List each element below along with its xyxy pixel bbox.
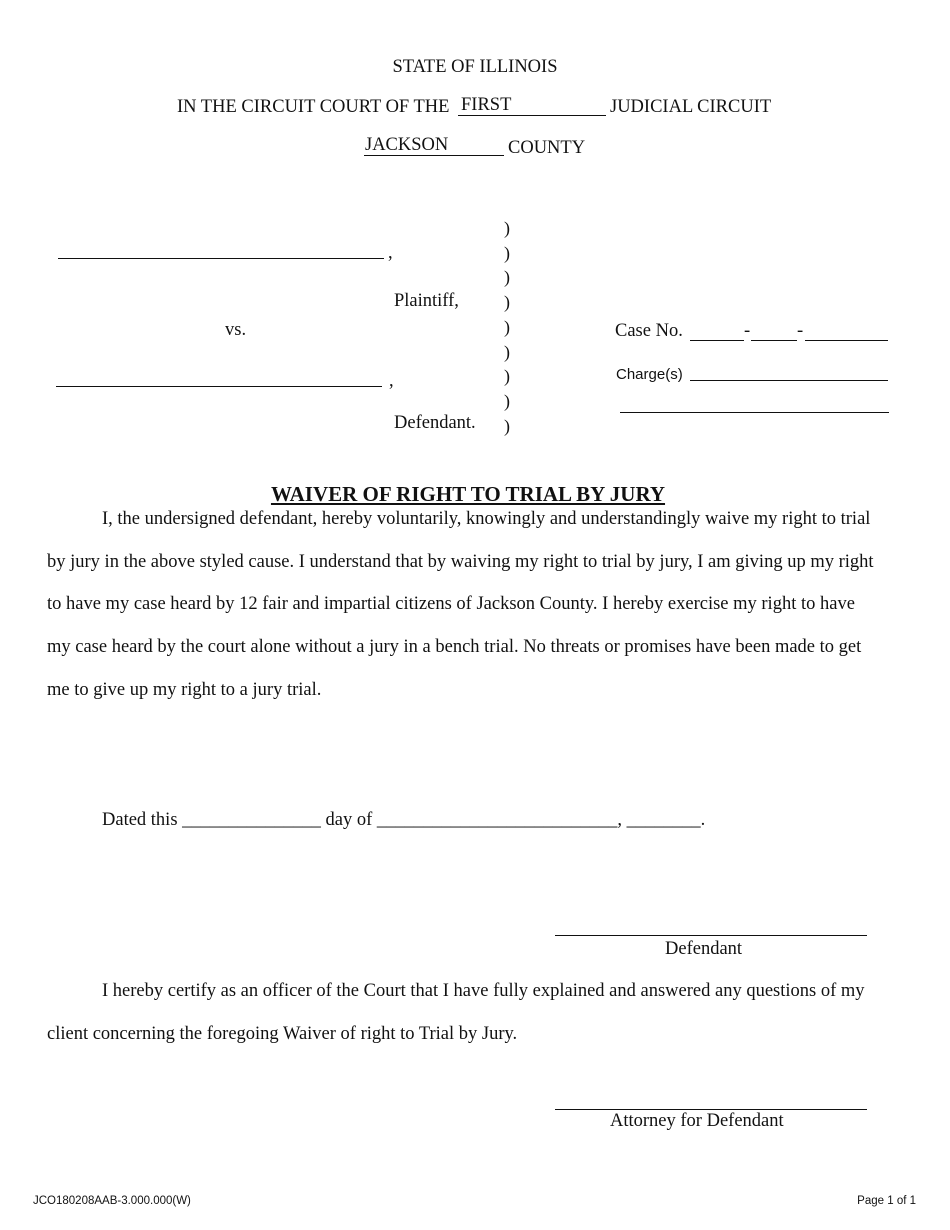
waiver-line: me to give up my right to a jury trial. (47, 679, 322, 700)
versus-label: vs. (225, 320, 247, 340)
charges-field-line1[interactable] (690, 380, 888, 381)
county-underline (364, 155, 504, 156)
court-suffix: JUDICIAL CIRCUIT (610, 97, 772, 117)
charges-field-line2[interactable] (620, 412, 889, 413)
attorney-signature-label: Attorney for Defendant (610, 1111, 784, 1131)
defendant-signature-line[interactable] (555, 935, 867, 936)
charges-label: Charge(s) (616, 366, 683, 383)
circuit-field[interactable]: FIRST (461, 95, 512, 115)
plaintiff-name-field[interactable] (58, 258, 384, 259)
case-number-sep2: - (797, 321, 804, 341)
waiver-line: by jury in the above styled cause. I understand that by waiving my right to trial by jury, I am giving up my right (47, 551, 874, 572)
county-label: COUNTY (508, 138, 586, 158)
certification-paragraph (47, 970, 865, 1055)
state-heading: STATE OF ILLINOIS (392, 57, 558, 77)
page-number: Page 1 of 1 (857, 1195, 916, 1207)
defendant-comma: , (389, 371, 394, 391)
plaintiff-comma: , (388, 243, 393, 263)
defendant-label: Defendant. (394, 413, 476, 433)
defendant-signature-label: Defendant (665, 939, 743, 959)
caption-parentheses: ) ) ) ) ) ) ) ) ) (504, 218, 510, 436)
waiver-line: my case heard by the court alone without a jury in a bench trial. No threats or promises have been made to get (47, 637, 862, 658)
waiver-line: I, the undersigned defendant, hereby voluntarily, knowingly and understandingly waive my right to trial (102, 509, 871, 529)
certification-line: I hereby certify as an officer of the Court that I have fully explained and answered any questions of my (102, 981, 865, 1001)
case-number-part3[interactable] (805, 340, 888, 341)
circuit-underline (458, 115, 606, 116)
plaintiff-label: Plaintiff, (394, 291, 459, 311)
case-number-sep1: - (744, 321, 751, 341)
form-id: JCO180208AAB-3.000.000(W) (33, 1195, 191, 1207)
court-prefix: IN THE CIRCUIT COURT OF THE (177, 97, 450, 117)
waiver-paragraph (47, 498, 874, 712)
document-title: WAIVER OF RIGHT TO TRIAL BY JURY (270, 482, 666, 506)
attorney-signature-line[interactable] (555, 1109, 867, 1110)
case-number-part1[interactable] (690, 340, 744, 341)
certification-line: client concerning the foregoing Waiver of right to Trial by Jury. (47, 1023, 518, 1044)
case-number-label: Case No. (615, 321, 683, 341)
county-field[interactable]: JACKSON (365, 135, 449, 155)
waiver-line: to have my case heard by 12 fair and impartial citizens of Jackson County. I hereby exercise my right to have (47, 594, 855, 615)
dated-line[interactable]: Dated this _______________ day of __________________________, ________. (102, 810, 706, 830)
case-number-part2[interactable] (751, 340, 797, 341)
defendant-name-field[interactable] (56, 386, 382, 387)
